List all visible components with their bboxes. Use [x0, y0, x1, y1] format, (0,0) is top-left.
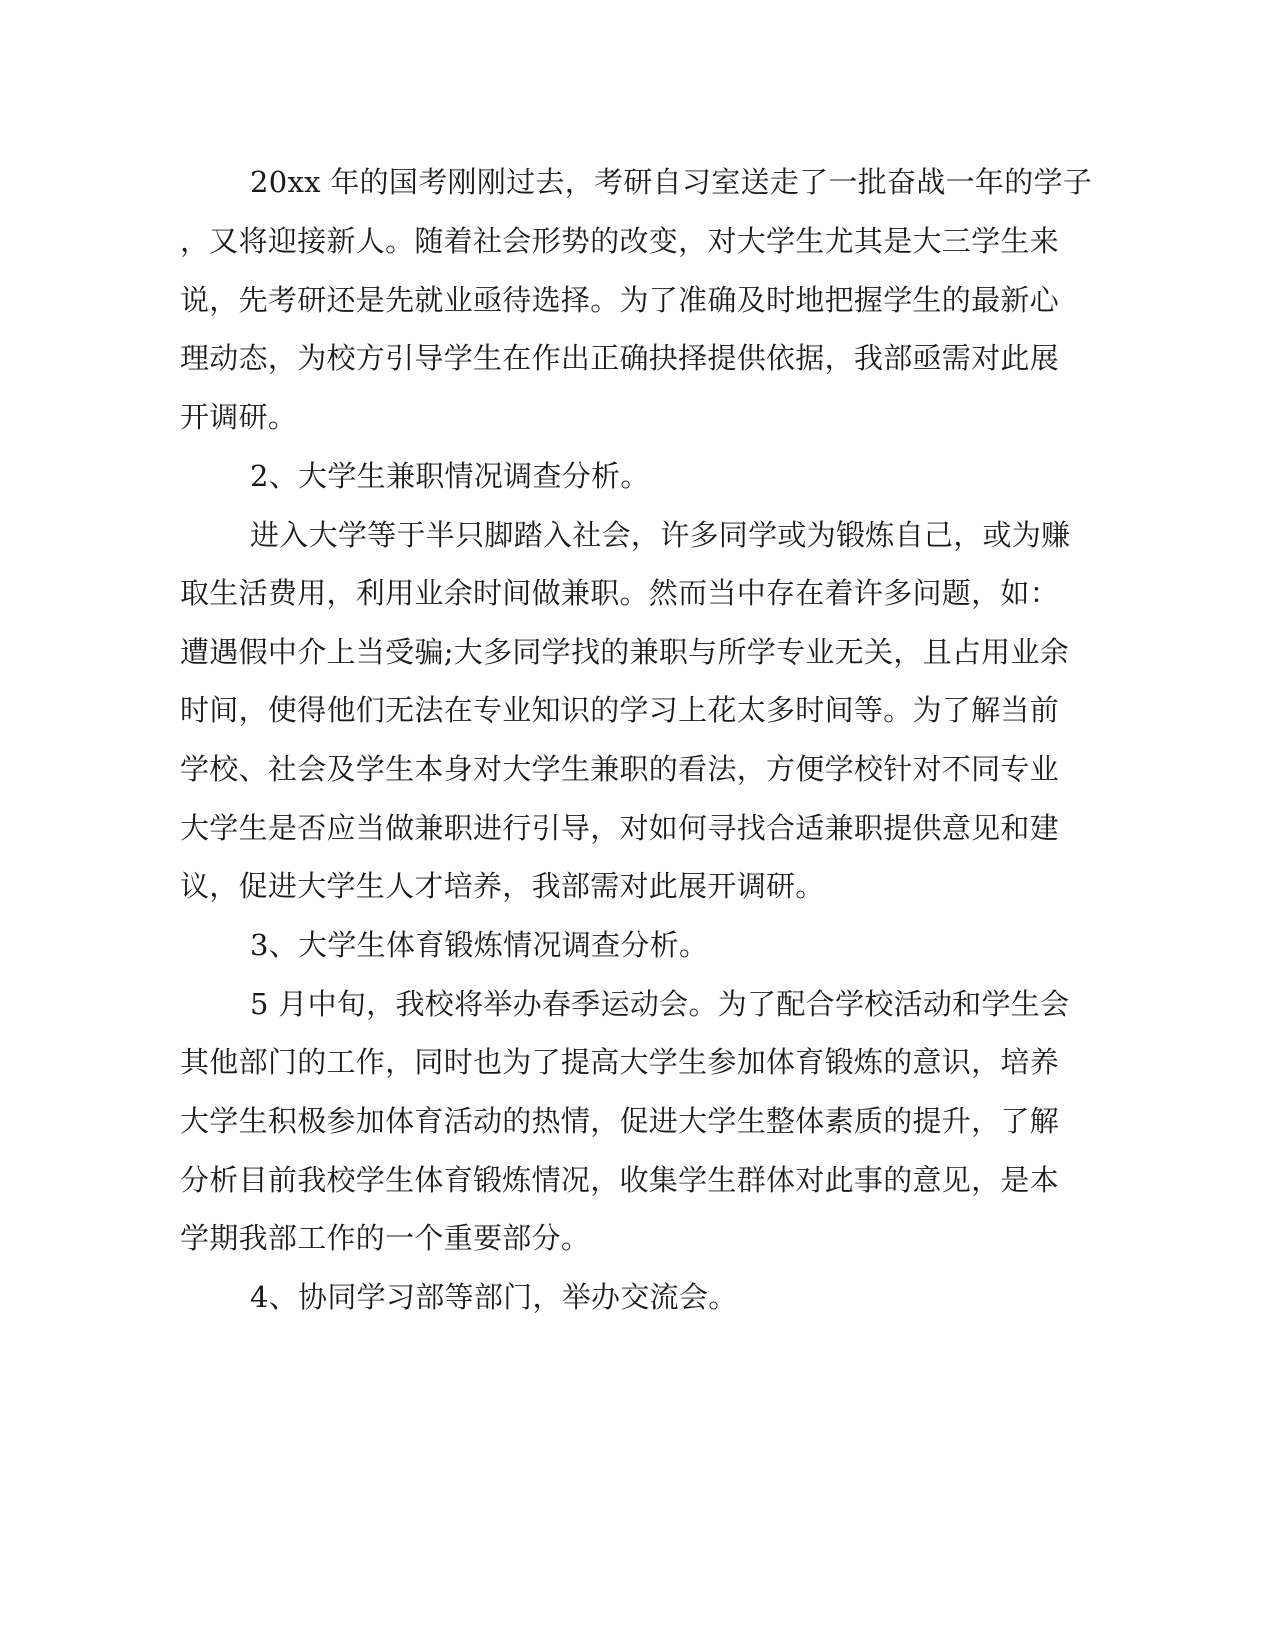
paragraph-3-line-2: 其他部门的工作，同时也为了提高大学生参加体育锻炼的意识，培养 [180, 1045, 1060, 1079]
paragraph-1-line-5: 开调研。 [180, 400, 298, 434]
paragraph-2-line-5: 学校、社会及学生本身对大学生兼职的看法，方便学校针对不同专业 [180, 752, 1060, 786]
paragraph-2-line-2: 取生活费用，利用业余时间做兼职。然而当中存在着许多问题，如： [180, 576, 1060, 610]
paragraph-3-line-4: 分析目前我校学生体育锻炼情况，收集学生群体对此事的意见，是本 [180, 1163, 1060, 1197]
paragraph-2-line-1: 进入大学等于半只脚踏入社会，许多同学或为锻炼自己，或为赚 [250, 518, 1071, 552]
paragraph-1-line-4: 理动态，为校方引导学生在作出正确抉择提供依据，我部亟需对此展 [180, 341, 1060, 375]
paragraph-3-line-5: 学期我部工作的一个重要部分。 [180, 1221, 591, 1255]
paragraph-1-line-1: 20xx 年的国考刚刚过去，考研自习室送走了一批奋战一年的学子 [250, 165, 1093, 199]
paragraph-2-line-7: 议，促进大学生人才培养，我部需对此展开调研。 [180, 869, 825, 903]
section-heading-3: 3、大学生体育锻炼情况调查分析。 [250, 928, 709, 962]
section-heading-2: 2、大学生兼职情况调查分析。 [250, 459, 650, 493]
paragraph-3-line-1: 5 月中旬，我校将举办春季运动会。为了配合学校活动和学生会 [250, 987, 1070, 1021]
paragraph-1-line-2: ，又将迎接新人。随着社会形势的改变，对大学生尤其是大三学生来 [180, 224, 1060, 258]
paragraph-2-line-3: 遭遇假中介上当受骗;大多同学找的兼职与所学专业无关，且占用业余 [180, 635, 1070, 669]
paragraph-2-line-4: 时间，使得他们无法在专业知识的学习上花太多时间等。为了解当前 [180, 693, 1060, 727]
paragraph-1-line-3: 说，先考研还是先就业亟待选择。为了准确及时地把握学生的最新心 [180, 283, 1060, 317]
paragraph-3-line-3: 大学生积极参加体育活动的热情，促进大学生整体素质的提升，了解 [180, 1104, 1060, 1138]
paragraph-2-line-6: 大学生是否应当做兼职进行引导，对如何寻找合适兼职提供意见和建 [180, 811, 1060, 845]
section-heading-4: 4、协同学习部等部门，举办交流会。 [250, 1280, 738, 1314]
